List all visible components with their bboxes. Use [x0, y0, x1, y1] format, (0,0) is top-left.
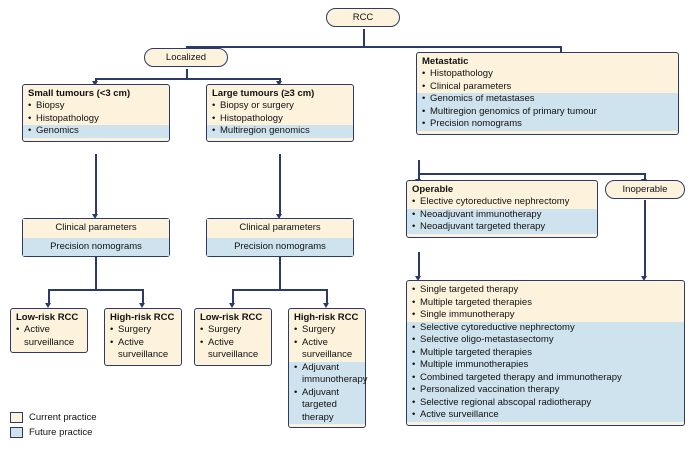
- legend-swatch-current-icon: [10, 412, 23, 423]
- connector: [48, 289, 143, 291]
- high-risk-right-current: [289, 324, 365, 362]
- connector: [644, 200, 646, 278]
- list-item: • Active surveillance: [294, 337, 360, 362]
- node-large-tumours[interactable]: [206, 84, 354, 142]
- list-item: • Genomics: [28, 125, 164, 138]
- connector: [95, 256, 97, 290]
- node-clinical-right[interactable]: [206, 218, 354, 257]
- clinical-left-current: [23, 219, 169, 238]
- node-low-risk-left[interactable]: [10, 308, 88, 353]
- list-item: • Histopathology: [212, 113, 348, 126]
- list-item: • Surgery: [110, 324, 176, 337]
- large-tumours-future-list: [207, 125, 353, 138]
- list-item: Clinical parameters: [239, 222, 321, 233]
- node-low-risk-right[interactable]: [194, 308, 272, 366]
- list-item: • Multiple immunotherapies: [412, 359, 679, 372]
- node-rcc[interactable]: [326, 8, 400, 27]
- clinical-right-current: [207, 219, 353, 238]
- node-high-risk-right-title: High-risk RCC: [294, 312, 359, 323]
- operable-future-list: [407, 209, 597, 234]
- node-operable-title: Operable: [412, 184, 454, 195]
- list-item: • Histopathology: [422, 68, 673, 81]
- list-item: • Single targeted therapy: [412, 284, 679, 297]
- list-item: • Surgery: [294, 324, 360, 337]
- list-item: • Combined targeted therapy and immunotherapy: [412, 372, 679, 385]
- list-item: • Active surveillance: [200, 337, 266, 362]
- list-item: • Biopsy or surgery: [212, 100, 348, 113]
- node-inoperable-label: Inoperable: [622, 184, 668, 195]
- connector: [95, 154, 97, 216]
- list-item: • Histopathology: [28, 113, 164, 126]
- node-small-tumours-title: Small tumours (<3 cm): [28, 88, 131, 99]
- list-item: • Multiregion genomics: [212, 125, 348, 138]
- node-small-tumours[interactable]: [22, 84, 170, 142]
- node-metastatic[interactable]: [416, 52, 679, 135]
- node-high-risk-left-title: High-risk RCC: [110, 312, 175, 323]
- legend-swatch-future-icon: [10, 427, 23, 438]
- high-risk-right-future: [289, 361, 368, 425]
- node-localized-label: Localized: [165, 52, 207, 63]
- clinical-left-future: [23, 238, 169, 257]
- list-item: • Adjuvant targeted therapy: [294, 387, 360, 425]
- clinical-right-future: [207, 238, 353, 257]
- node-clinical-left[interactable]: [22, 218, 170, 257]
- node-metastatic-title: Metastatic: [422, 56, 469, 67]
- list-item: • Multiple targeted therapies: [412, 347, 679, 360]
- connector: [232, 289, 327, 291]
- therapies-future-list: [407, 322, 684, 422]
- legend-item-future: [10, 427, 120, 438]
- legend-label-current: Current practice: [29, 412, 97, 423]
- list-item: Precision nomograms: [234, 240, 326, 252]
- node-low-risk-left-title: Low-risk RCC: [16, 312, 79, 323]
- node-therapies[interactable]: [406, 280, 685, 426]
- metastatic-future-list: [417, 93, 678, 131]
- list-item: • Elective cytoreductive nephrectomy: [412, 196, 592, 209]
- node-localized[interactable]: [144, 48, 228, 67]
- list-item: • Surgery: [200, 324, 266, 337]
- legend: [10, 412, 120, 442]
- node-high-risk-left[interactable]: [104, 308, 182, 366]
- connector: [418, 252, 420, 278]
- connector: [279, 154, 281, 216]
- list-item: • Genomics of metastases: [422, 93, 673, 106]
- therapies-current-list: [407, 284, 684, 322]
- node-low-risk-right-title: Low-risk RCC: [200, 312, 263, 323]
- list-item: • Neoadjuvant immunotherapy: [412, 209, 592, 222]
- node-large-tumours-title: Large tumours (≥3 cm): [212, 88, 315, 99]
- legend-label-future: Future practice: [29, 427, 93, 438]
- node-high-risk-right[interactable]: [288, 308, 366, 428]
- list-item: • Selective cytoreductive nephrectomy: [412, 322, 679, 335]
- list-item: • Active surveillance: [412, 409, 679, 422]
- node-inoperable[interactable]: [605, 180, 685, 199]
- list-item: • Active surveillance: [16, 324, 82, 349]
- large-tumours-current-list: [207, 100, 353, 125]
- list-item: • Active surveillance: [110, 337, 176, 362]
- operable-current-list: [407, 196, 597, 209]
- list-item: Clinical parameters: [55, 222, 137, 233]
- small-tumours-current-list: [23, 100, 169, 125]
- node-rcc-label: RCC: [352, 12, 374, 23]
- connector: [186, 46, 561, 48]
- list-item: • Selective oligo-metastasectomy: [412, 334, 679, 347]
- connector: [279, 256, 281, 290]
- list-item: • Single immunotherapy: [412, 309, 679, 322]
- metastatic-current-list: [417, 68, 678, 93]
- small-tumours-future-list: [23, 125, 169, 138]
- list-item: • Neoadjuvant targeted therapy: [412, 221, 592, 234]
- list-item: • Personalized vaccination therapy: [412, 384, 679, 397]
- list-item: • Precision nomograms: [422, 118, 673, 131]
- list-item: • Multiple targeted therapies: [412, 297, 679, 310]
- list-item: Precision nomograms: [50, 240, 142, 252]
- list-item: • Clinical parameters: [422, 81, 673, 94]
- list-item: • Adjuvant immunotherapy: [294, 362, 360, 387]
- legend-item-current: [10, 412, 120, 423]
- connector: [363, 29, 365, 47]
- list-item: • Multiregion genomics of primary tumour: [422, 106, 673, 119]
- list-item: • Biopsy: [28, 100, 164, 113]
- connector: [418, 173, 645, 175]
- list-item: • Selective regional abscopal radiotherapy: [412, 397, 679, 410]
- connector: [95, 78, 280, 80]
- node-operable[interactable]: [406, 180, 598, 238]
